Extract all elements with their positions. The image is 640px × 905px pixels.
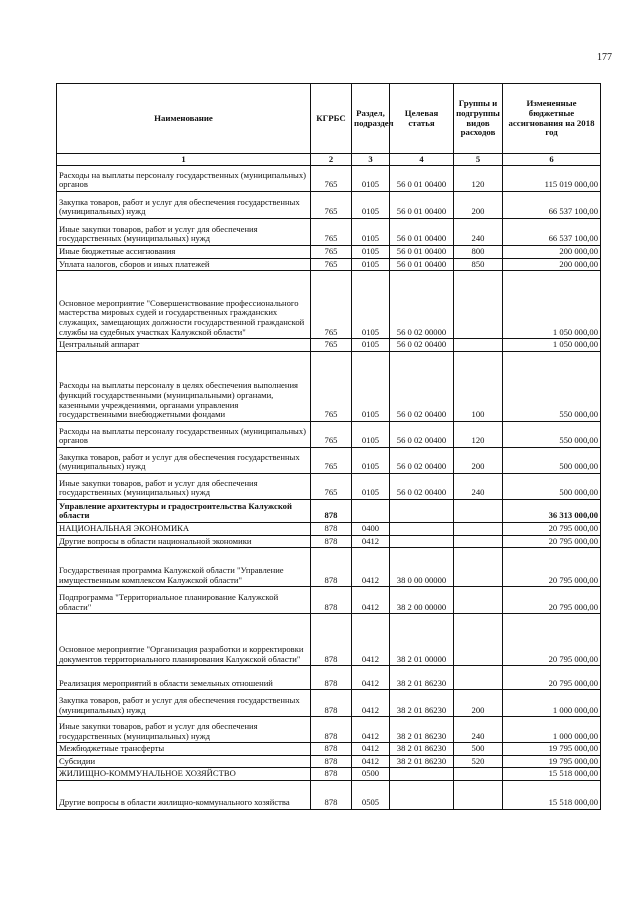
table-row (57, 421, 601, 447)
row-kgrbs: 878 (311, 499, 352, 522)
table-row (57, 339, 601, 352)
row-name: Закупка товаров, работ и услуг для обеспечения государственных (муниципальных) нужд (57, 192, 311, 219)
row-amount: 20 795 000,00 (503, 614, 601, 666)
row-amount: 200 000,00 (503, 258, 601, 271)
row-expense-group (454, 587, 503, 614)
row-amount: 550 000,00 (503, 351, 601, 421)
row-section: 0412 (352, 535, 390, 548)
table-row (57, 781, 601, 810)
row-name: Межбюджетные трансферты (57, 743, 311, 756)
table-row (57, 351, 601, 421)
row-name: Другие вопросы в области жилищно-коммунального хозяйства (57, 781, 311, 810)
table-row (57, 548, 601, 587)
row-section: 0105 (352, 166, 390, 192)
row-section: 0105 (352, 219, 390, 246)
row-name: Закупка товаров, работ и услуг для обеспечения государственных (муниципальных) нужд (57, 690, 311, 717)
row-section: 0412 (352, 666, 390, 690)
row-expense-group: 120 (454, 166, 503, 192)
table-row (57, 522, 601, 535)
header-target: Целевая статья (390, 84, 454, 154)
header-name: Наименование (57, 84, 311, 154)
table-row (57, 271, 601, 339)
row-amount: 200 000,00 (503, 246, 601, 259)
row-target-article: 56 0 01 00400 (390, 246, 454, 259)
row-section: 0105 (352, 447, 390, 473)
row-expense-group (454, 548, 503, 587)
table-row (57, 614, 601, 666)
row-expense-group: 800 (454, 246, 503, 259)
row-kgrbs: 878 (311, 690, 352, 717)
row-expense-group: 240 (454, 219, 503, 246)
row-target-article: 38 2 01 00000 (390, 614, 454, 666)
row-amount: 20 795 000,00 (503, 522, 601, 535)
row-target-article: 56 0 01 00400 (390, 166, 454, 192)
row-kgrbs: 765 (311, 219, 352, 246)
row-kgrbs: 765 (311, 339, 352, 352)
row-section: 0412 (352, 717, 390, 743)
row-expense-group: 520 (454, 755, 503, 768)
row-target-article: 56 0 02 00400 (390, 447, 454, 473)
row-section: 0105 (352, 192, 390, 219)
column-number-row (57, 154, 601, 166)
row-name: ЖИЛИЩНО-КОММУНАЛЬНОЕ ХОЗЯЙСТВО (57, 768, 311, 781)
budget-table (56, 83, 601, 810)
row-name: Расходы на выплаты персоналу в целях обеспечения выполнения функций государственными (муниципальными) органами, казенными учреждениями, органами управления государственными внебюджетными фондами (57, 351, 311, 421)
row-expense-group: 100 (454, 351, 503, 421)
row-name: Субсидии (57, 755, 311, 768)
table-row (57, 447, 601, 473)
row-target-article (390, 522, 454, 535)
row-target-article (390, 535, 454, 548)
row-target-article: 56 0 02 00400 (390, 351, 454, 421)
row-target-article: 38 2 01 86230 (390, 666, 454, 690)
row-amount: 20 795 000,00 (503, 535, 601, 548)
row-kgrbs: 765 (311, 447, 352, 473)
row-name: Расходы на выплаты персоналу государственных (муниципальных) органов (57, 421, 311, 447)
row-section: 0412 (352, 614, 390, 666)
row-expense-group: 200 (454, 690, 503, 717)
row-amount: 550 000,00 (503, 421, 601, 447)
row-section: 0412 (352, 587, 390, 614)
row-kgrbs: 765 (311, 421, 352, 447)
row-amount: 1 050 000,00 (503, 339, 601, 352)
row-name: Реализация мероприятий в области земельных отношений (57, 666, 311, 690)
row-kgrbs: 765 (311, 192, 352, 219)
row-amount: 20 795 000,00 (503, 666, 601, 690)
row-target-article (390, 781, 454, 810)
row-name: Управление архитектуры и градостроительства Калужской области (57, 499, 311, 522)
row-kgrbs: 878 (311, 781, 352, 810)
row-target-article: 56 0 01 00400 (390, 219, 454, 246)
row-name: Иные закупки товаров, работ и услуг для обеспечения государственных (муниципальных) нужд (57, 219, 311, 246)
row-amount: 1 000 000,00 (503, 690, 601, 717)
row-kgrbs: 765 (311, 473, 352, 499)
table-row (57, 219, 601, 246)
table-row (57, 743, 601, 756)
row-section: 0505 (352, 781, 390, 810)
row-target-article: 56 0 02 00400 (390, 473, 454, 499)
row-name: НАЦИОНАЛЬНАЯ ЭКОНОМИКА (57, 522, 311, 535)
row-amount: 36 313 000,00 (503, 499, 601, 522)
row-expense-group (454, 522, 503, 535)
table-row (57, 535, 601, 548)
table-row (57, 246, 601, 259)
row-target-article: 56 0 02 00000 (390, 271, 454, 339)
row-target-article: 38 2 01 86230 (390, 690, 454, 717)
column-number: 5 (454, 154, 503, 166)
row-name: Центральный аппарат (57, 339, 311, 352)
row-name: Закупка товаров, работ и услуг для обеспечения государственных (муниципальных) нужд (57, 447, 311, 473)
row-kgrbs: 765 (311, 246, 352, 259)
row-amount: 1 050 000,00 (503, 271, 601, 339)
table-row (57, 587, 601, 614)
row-expense-group (454, 768, 503, 781)
row-expense-group (454, 535, 503, 548)
row-target-article: 56 0 02 00400 (390, 339, 454, 352)
row-kgrbs: 878 (311, 522, 352, 535)
row-name: Другие вопросы в области национальной экономики (57, 535, 311, 548)
column-number: 1 (57, 154, 311, 166)
row-name: Иные закупки товаров, работ и услуг для обеспечения государственных (муниципальных) нужд (57, 473, 311, 499)
row-section: 0105 (352, 421, 390, 447)
table-row (57, 192, 601, 219)
row-expense-group (454, 666, 503, 690)
row-expense-group (454, 339, 503, 352)
row-kgrbs: 878 (311, 587, 352, 614)
row-target-article: 56 0 02 00400 (390, 421, 454, 447)
header-amount: Измененные бюджетные ассигнования на 2018 год (503, 84, 601, 154)
row-section: 0412 (352, 690, 390, 717)
row-target-article: 38 2 00 00000 (390, 587, 454, 614)
page-number: 177 (597, 52, 612, 63)
table-row (57, 717, 601, 743)
row-amount: 500 000,00 (503, 473, 601, 499)
row-amount: 500 000,00 (503, 447, 601, 473)
row-section: 0105 (352, 246, 390, 259)
row-section: 0412 (352, 743, 390, 756)
row-kgrbs: 878 (311, 614, 352, 666)
header-group: Группы и подгруппы видов расходов (454, 84, 503, 154)
row-expense-group: 240 (454, 717, 503, 743)
row-kgrbs: 878 (311, 755, 352, 768)
row-expense-group: 850 (454, 258, 503, 271)
row-section: 0105 (352, 473, 390, 499)
row-target-article: 38 2 01 86230 (390, 743, 454, 756)
table-row (57, 166, 601, 192)
row-kgrbs: 878 (311, 768, 352, 781)
column-number: 4 (390, 154, 454, 166)
row-amount: 66 537 100,00 (503, 219, 601, 246)
row-name: Уплата налогов, сборов и иных платежей (57, 258, 311, 271)
row-target-article: 38 2 01 86230 (390, 755, 454, 768)
row-kgrbs: 765 (311, 258, 352, 271)
row-name: Иные закупки товаров, работ и услуг для обеспечения государственных (муниципальных) нужд (57, 717, 311, 743)
row-expense-group: 240 (454, 473, 503, 499)
row-expense-group (454, 614, 503, 666)
row-name: Государственная программа Калужской области "Управление имущественным комплексом Калужской области" (57, 548, 311, 587)
row-name: Основное мероприятие "Совершенствование профессионального мастерства мировых судей и государственных гражданских служащих, замещающих должности государственной гражданской службы на судебных участках Калужской области" (57, 271, 311, 339)
row-kgrbs: 765 (311, 271, 352, 339)
table-row (57, 768, 601, 781)
row-target-article: 56 0 01 00400 (390, 258, 454, 271)
row-amount: 115 019 000,00 (503, 166, 601, 192)
row-name: Основное мероприятие "Организация разработки и корректировки документов территориального планирования Калужской области" (57, 614, 311, 666)
row-kgrbs: 765 (311, 166, 352, 192)
row-kgrbs: 878 (311, 666, 352, 690)
row-amount: 66 537 100,00 (503, 192, 601, 219)
row-kgrbs: 878 (311, 548, 352, 587)
row-target-article: 38 2 01 86230 (390, 717, 454, 743)
table-row (57, 755, 601, 768)
row-expense-group (454, 271, 503, 339)
row-expense-group (454, 781, 503, 810)
header-kgrbs: КГРБС (311, 84, 352, 154)
row-section: 0105 (352, 271, 390, 339)
row-section: 0400 (352, 522, 390, 535)
row-amount: 19 795 000,00 (503, 743, 601, 756)
row-section: 0105 (352, 339, 390, 352)
column-number: 3 (352, 154, 390, 166)
row-expense-group: 200 (454, 447, 503, 473)
row-target-article: 38 0 00 00000 (390, 548, 454, 587)
row-expense-group: 500 (454, 743, 503, 756)
row-name: Расходы на выплаты персоналу государственных (муниципальных) органов (57, 166, 311, 192)
row-amount: 19 795 000,00 (503, 755, 601, 768)
row-expense-group: 200 (454, 192, 503, 219)
row-kgrbs: 765 (311, 351, 352, 421)
table-row (57, 258, 601, 271)
header-section: Раздел, подраздел (352, 84, 390, 154)
row-amount: 15 518 000,00 (503, 768, 601, 781)
table-row (57, 499, 601, 522)
row-section: 0105 (352, 258, 390, 271)
row-amount: 20 795 000,00 (503, 587, 601, 614)
row-section: 0412 (352, 755, 390, 768)
row-target-article (390, 768, 454, 781)
table-row (57, 666, 601, 690)
table-row (57, 473, 601, 499)
table-row (57, 690, 601, 717)
row-name: Подпрограмма "Территориальное планирование Калужской области" (57, 587, 311, 614)
row-section: 0500 (352, 768, 390, 781)
row-section: 0105 (352, 351, 390, 421)
row-target-article: 56 0 01 00400 (390, 192, 454, 219)
row-amount: 1 000 000,00 (503, 717, 601, 743)
row-expense-group (454, 499, 503, 522)
row-kgrbs: 878 (311, 717, 352, 743)
row-target-article (390, 499, 454, 522)
row-amount: 20 795 000,00 (503, 548, 601, 587)
row-amount: 15 518 000,00 (503, 781, 601, 810)
row-section: 0412 (352, 548, 390, 587)
row-kgrbs: 878 (311, 535, 352, 548)
row-section (352, 499, 390, 522)
column-number: 2 (311, 154, 352, 166)
row-kgrbs: 878 (311, 743, 352, 756)
row-name: Иные бюджетные ассигнования (57, 246, 311, 259)
row-expense-group: 120 (454, 421, 503, 447)
column-number: 6 (503, 154, 601, 166)
